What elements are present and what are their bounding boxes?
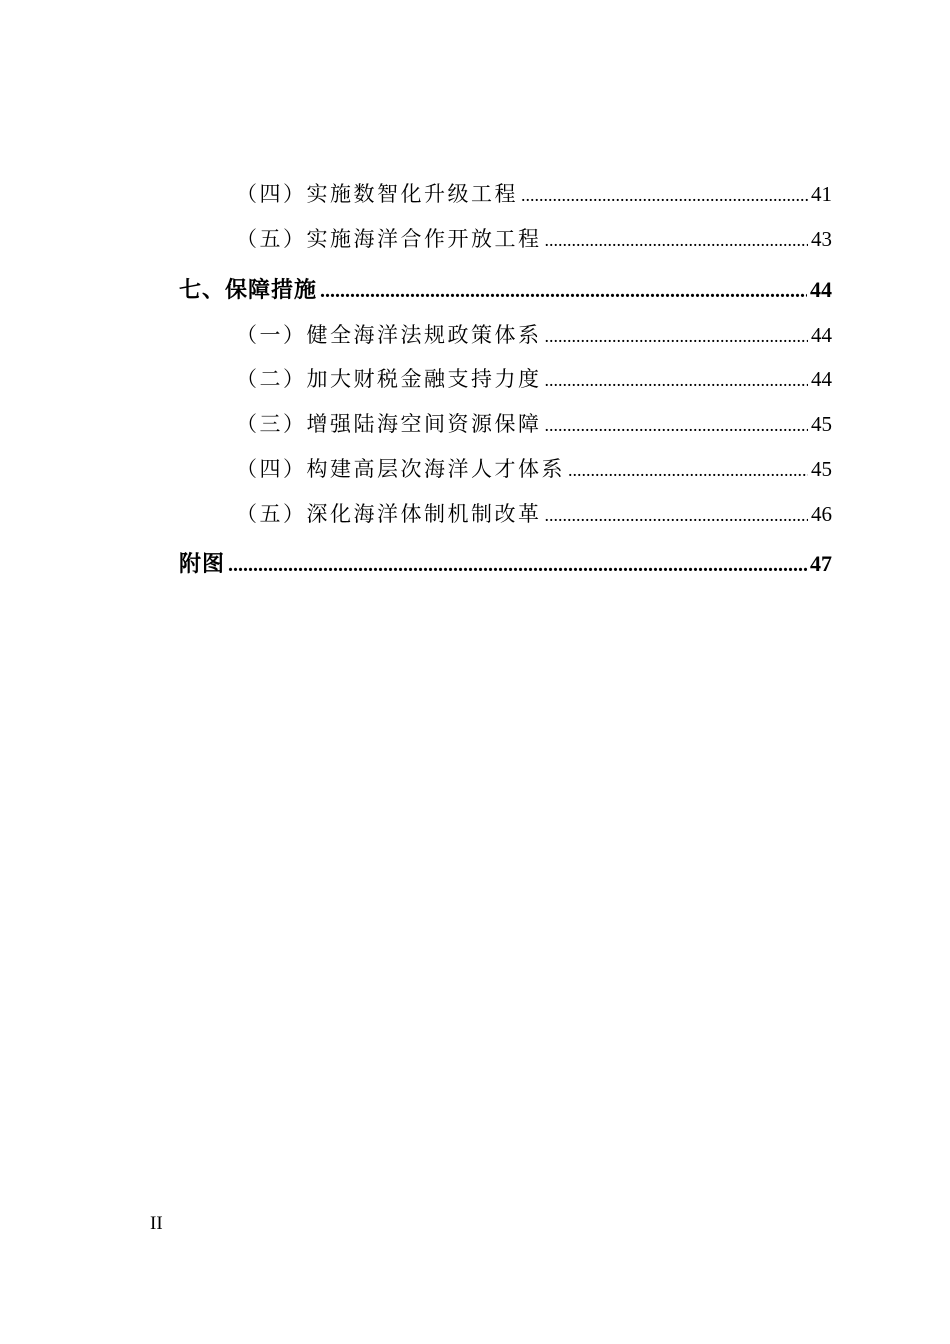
toc-entry[interactable] (236, 320, 832, 350)
toc-entry-title: （二）加大财税金融支持力度 (236, 367, 542, 391)
toc-entry-title: （一）健全海洋法规政策体系 (236, 323, 542, 347)
toc-entry-title: （四）构建高层次海洋人才体系 (236, 457, 565, 481)
toc-entry[interactable] (236, 224, 832, 254)
toc-entry-title: （四）实施数智化升级工程 (236, 182, 518, 206)
toc-entry-page: 45 (811, 457, 832, 481)
toc-leader-dots (568, 455, 808, 485)
toc-entry[interactable] (236, 409, 832, 439)
toc-leader-dots (320, 276, 807, 306)
toc-entry-title: （五）深化海洋体制机制改革 (236, 502, 542, 526)
toc-entry[interactable] (236, 454, 832, 484)
toc-entry-page: 47 (810, 551, 832, 576)
toc-entry-title: 附图 (179, 551, 226, 577)
toc-leader-dots (545, 500, 809, 530)
toc-leader-dots (545, 321, 809, 351)
toc-leader-dots (545, 225, 809, 255)
toc-entry-page: 44 (811, 323, 832, 347)
toc-leader-dots (545, 410, 809, 440)
toc-entry-title: 七、保障措施 (179, 277, 318, 303)
toc-chapter-entry[interactable] (179, 275, 832, 305)
toc-leader-dots (228, 550, 807, 580)
toc-entry-title: （三）增强陆海空间资源保障 (236, 412, 542, 436)
page-number: II (150, 1213, 163, 1234)
toc-entry-page: 41 (811, 182, 832, 206)
toc-leader-dots (545, 365, 809, 395)
toc-entry-page: 44 (810, 277, 832, 302)
toc-leader-dots (521, 180, 808, 210)
toc-entry-page: 43 (811, 227, 832, 251)
toc-entry-page: 45 (811, 412, 832, 436)
toc-entry-page: 46 (811, 502, 832, 526)
toc-chapter-entry[interactable] (179, 549, 832, 579)
toc-entry-title: （五）实施海洋合作开放工程 (236, 227, 542, 251)
toc-entry[interactable] (236, 179, 832, 209)
toc-entry[interactable] (236, 499, 832, 529)
toc-entry[interactable] (236, 364, 832, 394)
toc-entry-page: 44 (811, 367, 832, 391)
